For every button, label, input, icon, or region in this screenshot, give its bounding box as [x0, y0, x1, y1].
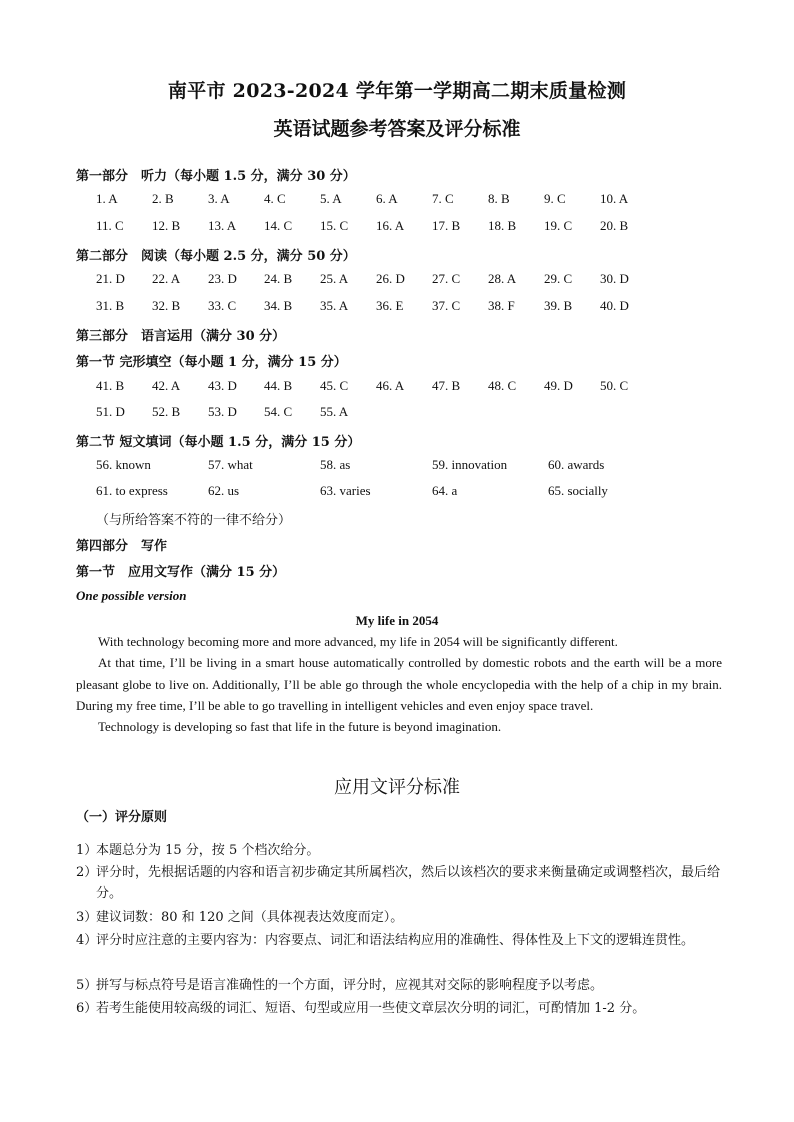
answer-row [0, 271, 794, 289]
answer-cell: 56. known [96, 457, 151, 472]
document-subtitle: 英语试题参考答案及评分标准 [273, 118, 521, 140]
criteria-item [76, 930, 726, 951]
part1-heading: 第一部分 听力（每小题 1.5 分，满分 30 分） [76, 169, 356, 184]
answer-cell: 58. as [320, 457, 351, 472]
answer-cell: 33. C [208, 298, 237, 313]
criteria-item [76, 840, 726, 861]
answer-cell: 32. B [152, 298, 181, 313]
answer-cell: 19. C [544, 218, 573, 233]
answer-cell: 7. C [432, 191, 454, 206]
criteria-number: 1） [76, 843, 98, 858]
essay-paragraph: With technology becoming more and more advanced, my life in 2054 will be significantly different. [98, 634, 618, 649]
answer-cell: 27. C [432, 271, 461, 286]
criteria-item [76, 975, 726, 996]
answer-cell: 42. A [152, 378, 181, 393]
criteria-text: 建议词数：80 和 120 之间（具体视表达效度而定）。 [96, 910, 404, 925]
answer-cell: 31. B [96, 298, 125, 313]
answer-cell: 2. B [152, 191, 174, 206]
answer-cell: 10. A [600, 191, 629, 206]
answer-cell: 23. D [208, 271, 237, 286]
part4-heading: 第四部分 写作 [76, 539, 168, 554]
answer-cell: 36. E [376, 298, 404, 313]
answer-cell: 20. B [600, 218, 629, 233]
answer-cell: 5. A [320, 191, 342, 206]
grading-title: 应用文评分标准 [334, 777, 460, 798]
answer-cell: 38. F [488, 298, 515, 313]
answer-cell: 12. B [152, 218, 181, 233]
scoring-note: （与所给答案不符的一律不给分） [96, 513, 292, 528]
part2-heading: 第二部分 阅读（每小题 2.5 分，满分 50 分） [76, 249, 356, 264]
answer-cell: 28. A [488, 271, 517, 286]
criteria-number: 4） [76, 933, 98, 948]
criteria-number: 6） [76, 1001, 98, 1016]
part3-heading: 第三部分 语言运用（满分 30 分） [76, 329, 286, 344]
answer-cell: 57. what [208, 457, 253, 472]
answer-cell: 13. A [208, 218, 237, 233]
answer-cell: 14. C [264, 218, 293, 233]
answer-cell: 60. awards [548, 457, 605, 472]
answer-cell: 37. C [432, 298, 461, 313]
answer-cell: 29. C [544, 271, 573, 286]
answer-cell: 63. varies [320, 483, 371, 498]
answer-cell: 35. A [320, 298, 349, 313]
answer-cell: 45. C [320, 378, 349, 393]
criteria-text: 本题总分为 15 分，按 5 个档次给分。 [96, 843, 320, 858]
version-label: One possible version [76, 588, 187, 603]
answer-cell: 61. to express [96, 483, 168, 498]
answer-cell: 30. D [600, 271, 629, 286]
answer-cell: 17. B [432, 218, 461, 233]
essay-body [76, 631, 722, 737]
answer-cell: 44. B [264, 378, 293, 393]
answer-cell: 53. D [208, 404, 237, 419]
criteria-item [76, 907, 726, 928]
essay-title: My life in 2054 [355, 613, 439, 628]
answer-cell: 22. A [152, 271, 181, 286]
answer-row [0, 404, 794, 422]
answer-row [0, 218, 794, 236]
answer-cell: 49. D [544, 378, 573, 393]
answer-cell: 25. A [320, 271, 349, 286]
answer-cell: 46. A [376, 378, 405, 393]
answer-cell: 16. A [376, 218, 405, 233]
criteria-number: 2） [76, 865, 98, 880]
writing-heading: 第一节 应用文写作（满分 15 分） [76, 565, 286, 580]
answer-cell: 39. B [544, 298, 573, 313]
answer-row [0, 457, 794, 475]
answer-cell: 54. C [264, 404, 293, 419]
answer-row [0, 378, 794, 396]
answer-cell: 3. A [208, 191, 230, 206]
answer-cell: 47. B [432, 378, 461, 393]
cloze-heading: 第一节 完形填空（每小题 1 分，满分 15 分） [76, 355, 347, 370]
criteria-text: 拼写与标点符号是语言准确性的一个方面，评分时，应视其对交际的影响程度予以考虑。 [96, 978, 604, 993]
answer-cell: 18. B [488, 218, 517, 233]
essay-paragraph: Technology is developing so fast that life in the future is beyond imagination. [98, 719, 502, 735]
criteria-item [76, 862, 726, 904]
answer-cell: 1. A [96, 191, 118, 206]
grading-subheading: （一）评分原则 [76, 810, 168, 825]
answer-cell: 11. C [96, 218, 124, 233]
answer-cell: 41. B [96, 378, 125, 393]
answer-cell: 64. a [432, 483, 458, 498]
criteria-text: 评分时应注意的主要内容为：内容要点、词汇和语法结构应用的准确性、得体性及上下文的逻辑连贯性。 [96, 933, 695, 948]
answer-cell: 43. D [208, 378, 237, 393]
answer-cell: 51. D [96, 404, 125, 419]
answer-cell: 48. C [488, 378, 517, 393]
answer-cell: 59. innovation [432, 457, 508, 472]
answer-cell: 8. B [488, 191, 510, 206]
answer-cell: 50. C [600, 378, 629, 393]
answer-cell: 6. A [376, 191, 398, 206]
essay-paragraph: At that time, I’ll be living in a smart house automatically controlled by domestic robots and the earth will be a more pleasant globe to live on. Additionally, I’ll be able go through the whole encyclopedia with the help of a chip in my brain. During my free time, I’ll be able to go travelling in intelligent vehicles and even enjoy space travel. [76, 655, 722, 713]
criteria-item [76, 998, 726, 1019]
answer-cell: 21. D [96, 271, 125, 286]
answer-cell: 24. B [264, 271, 293, 286]
criteria-number: 3） [76, 910, 98, 925]
answer-row [0, 483, 794, 501]
answer-cell: 40. D [600, 298, 629, 313]
answer-cell: 55. A [320, 404, 349, 419]
answer-row [0, 191, 794, 209]
fill-heading: 第二节 短文填词（每小题 1.5 分，满分 15 分） [76, 435, 361, 450]
criteria-text: 若考生能使用较高级的词汇、短语、句型或应用一些使文章层次分明的词汇，可酌情加 1-2 分。 [96, 1001, 646, 1016]
answer-cell: 26. D [376, 271, 405, 286]
criteria-text: 评分时，先根据话题的内容和语言初步确定其所属档次，然后以该档次的要求来衡量确定或调整档次，最后给分。 [96, 865, 721, 901]
answer-cell: 65. socially [548, 483, 608, 498]
answer-cell: 52. B [152, 404, 181, 419]
answer-cell: 9. C [544, 191, 566, 206]
document-title: 南平市 2023-2024 学年第一学期高二期末质量检测 [167, 80, 627, 102]
answer-cell: 15. C [320, 218, 349, 233]
answer-row [0, 298, 794, 316]
answer-cell: 4. C [264, 191, 286, 206]
answer-cell: 62. us [208, 483, 240, 498]
criteria-number: 5） [76, 978, 98, 993]
answer-cell: 34. B [264, 298, 293, 313]
